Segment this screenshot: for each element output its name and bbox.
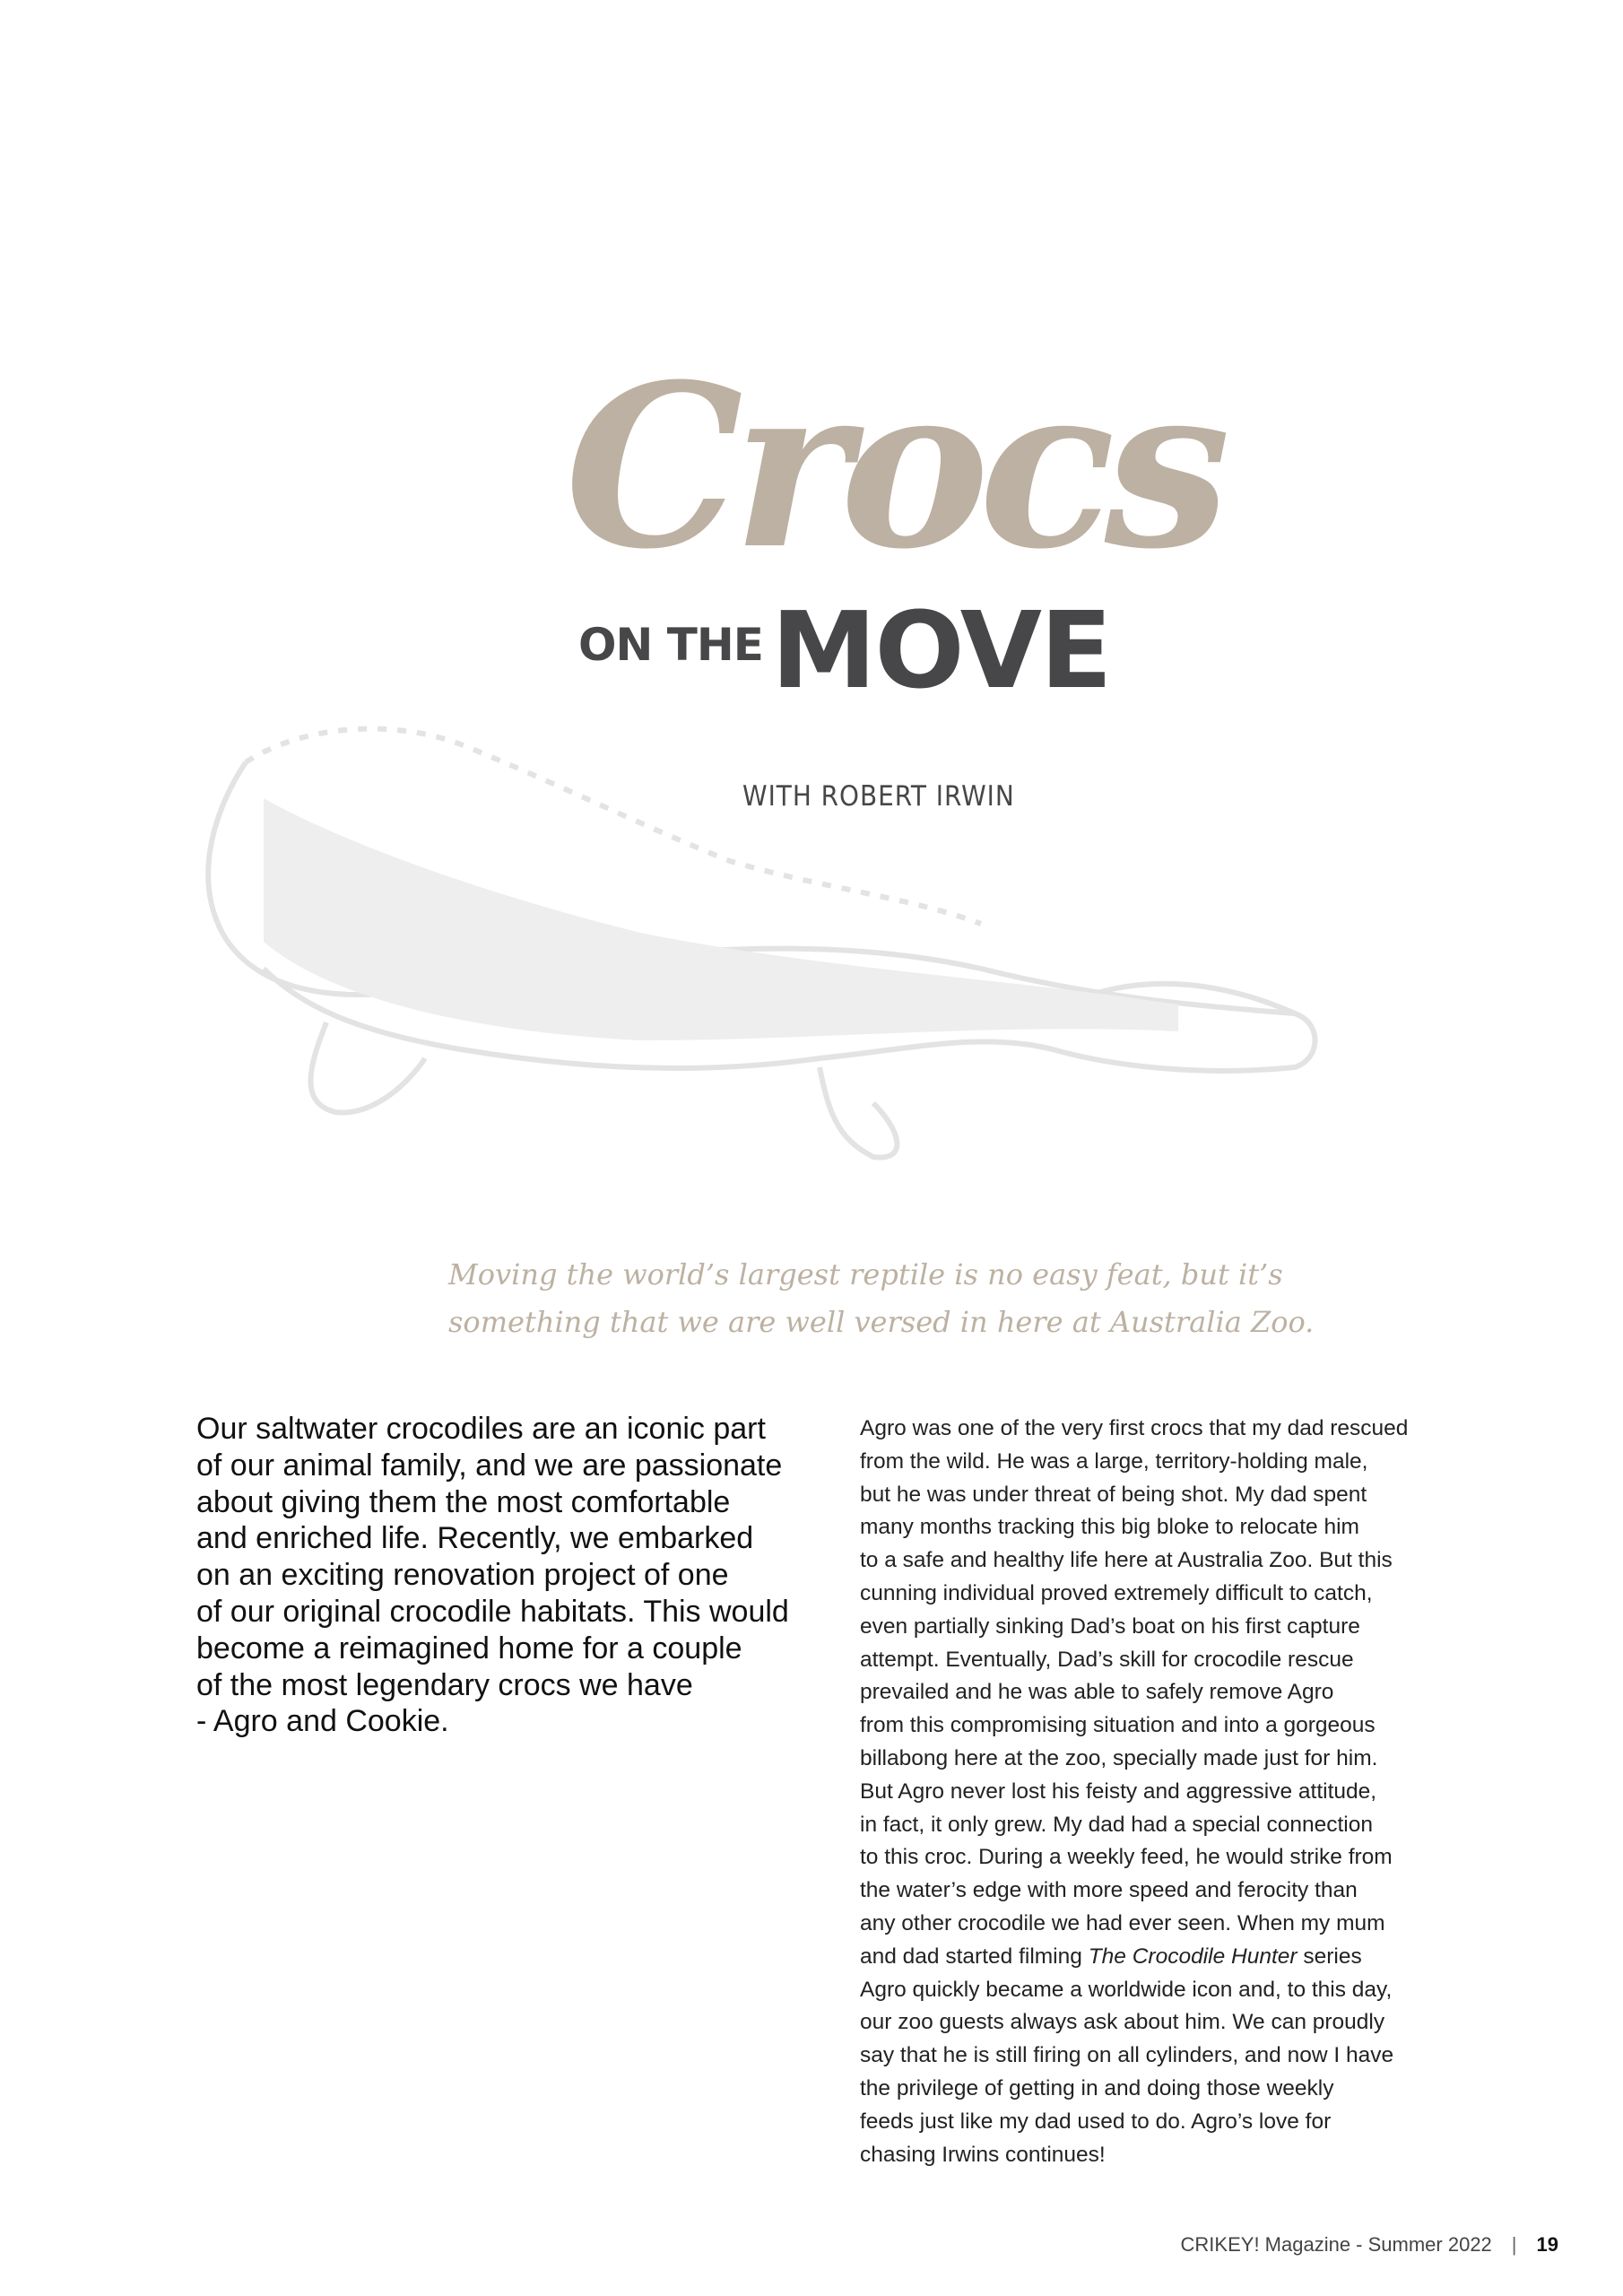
body-line: say that he is still firing on all cylinders, and now I have [860, 2043, 1394, 2068]
intro-line: on an exciting renovation project of one [196, 1558, 729, 1593]
body-line: from this compromising situation and into a gorgeous [860, 1713, 1376, 1738]
intro-paragraph [196, 1411, 806, 1740]
title-move: MOVE [771, 588, 1111, 712]
body-line: prevailed and he was able to safely remove Agro [860, 1680, 1334, 1705]
title-crocs: Crocs [565, 335, 1220, 598]
body-line: the water’s edge with more speed and ferocity than [860, 1878, 1358, 1903]
intro-line: of our animal family, and we are passionate [196, 1448, 783, 1483]
pull-quote [448, 1251, 1315, 1346]
quote-line: Moving the world’s largest reptile is no easy feat, but it’s [448, 1257, 1283, 1292]
body-line: cunning individual proved extremely difficult to catch, [860, 1580, 1373, 1605]
page-footer [1181, 2233, 1558, 2257]
byline: WITH ROBERT IRWIN [742, 780, 1015, 813]
body-line: attempt. Eventually, Dad’s skill for crocodile rescue [860, 1647, 1354, 1672]
show-title: The Crocodile Hunter [1088, 1944, 1298, 1969]
intro-line: of the most legendary crocs we have [196, 1667, 693, 1702]
intro-line: become a reimagined home for a couple [196, 1631, 742, 1665]
body-line: Agro was one of the very first crocs that my dad rescued [860, 1416, 1409, 1440]
body-line: billabong here at the zoo, specially made just for him. [860, 1745, 1378, 1770]
body-line: but he was under threat of being shot. My dad spent [860, 1482, 1367, 1507]
page-number: 19 [1536, 2233, 1558, 2256]
body-line: Agro quickly became a worldwide icon and, to this day, [860, 1977, 1393, 2002]
body-line: to this croc. During a weekly feed, he would strike from [860, 1845, 1393, 1870]
quote-line: something that we are well versed in here at Australia Zoo. [448, 1305, 1315, 1339]
intro-line: and enriched life. Recently, we embarked [196, 1521, 754, 1556]
intro-line: of our original crocodile habitats. This would [196, 1594, 789, 1629]
body-text: series [1297, 1944, 1362, 1969]
title-on-the: ON THE [578, 619, 763, 671]
publication-name: CRIKEY! Magazine - Summer 2022 [1180, 2233, 1492, 2256]
footer-separator: | [1511, 2233, 1517, 2256]
body-line: even partially sinking Dad’s boat on his first capture [860, 1613, 1360, 1639]
intro-line: Our saltwater crocodiles are an iconic part [196, 1412, 766, 1446]
body-line: to a safe and healthy life here at Australia Zoo. But this [860, 1548, 1393, 1573]
body-line: any other crocodile we had ever seen. When my mum [860, 1910, 1385, 1935]
body-line: from the wild. He was a large, territory-holding male, [860, 1448, 1368, 1474]
body-line [860, 1941, 1470, 1974]
body-line: chasing Irwins continues! [860, 2142, 1106, 2167]
body-line: our zoo guests always ask about him. We can proudly [860, 2010, 1385, 2035]
body-line: the privilege of getting in and doing those weekly [860, 2075, 1334, 2100]
body-line: feeds just like my dad used to do. Agro’s love for [860, 2109, 1332, 2134]
intro-line: about giving them the most comfortable [196, 1484, 731, 1519]
body-line: in fact, it only grew. My dad had a special connection [860, 1812, 1373, 1837]
intro-line: - Agro and Cookie. [196, 1704, 449, 1739]
body-text: and dad started filming [860, 1944, 1089, 1969]
body-line: many months tracking this big bloke to relocate him [860, 1515, 1359, 1540]
body-line: But Agro never lost his feisty and aggressive attitude, [860, 1779, 1377, 1804]
body-paragraph [860, 1413, 1470, 2171]
